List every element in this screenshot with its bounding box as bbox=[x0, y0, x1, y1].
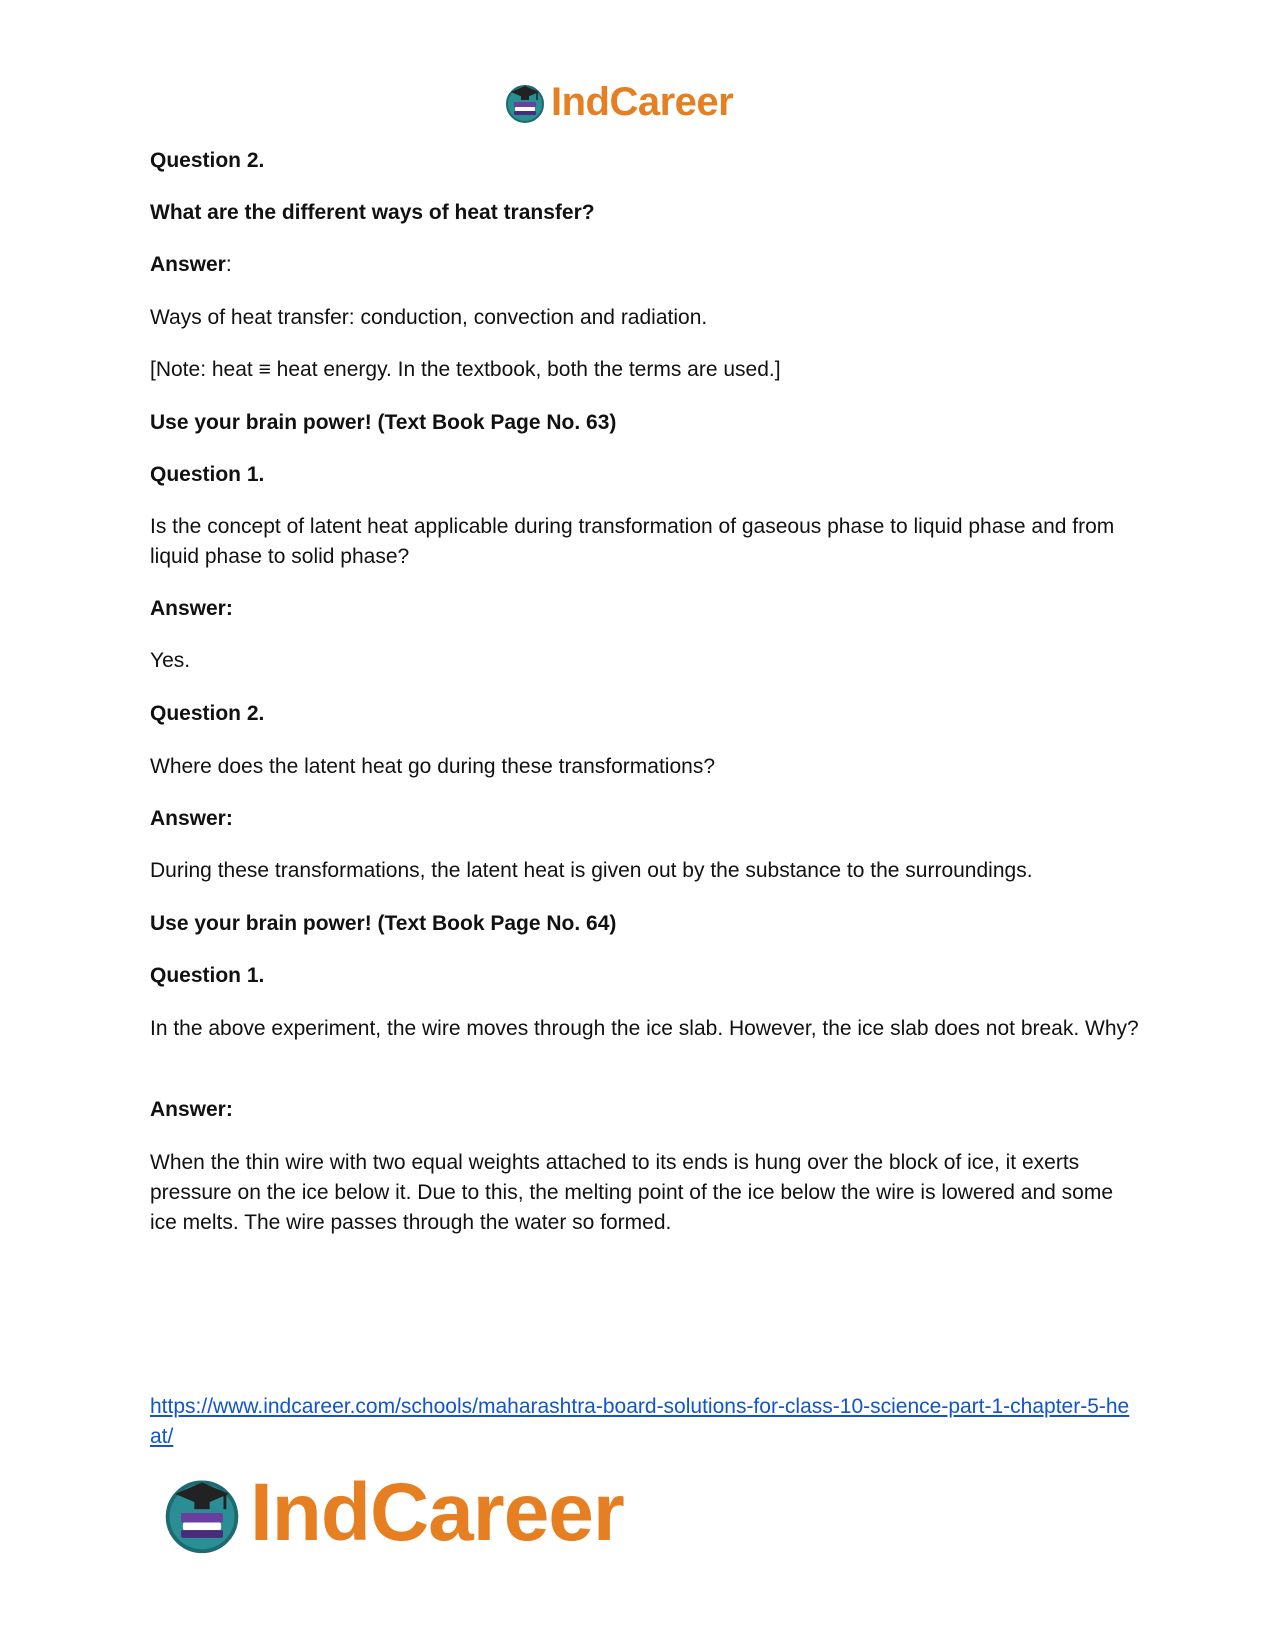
answer-text: During these transformations, the latent heat is given out by the substance to the surroundings. bbox=[150, 859, 1033, 882]
note-text: [Note: heat ≡ heat energy. In the textbook, both the terms are used.] bbox=[150, 358, 781, 381]
question-label: Question 2. bbox=[150, 149, 265, 172]
question-label: Question 1. bbox=[150, 964, 265, 987]
answer-text: Yes. bbox=[150, 649, 191, 672]
answer-text: When the thin wire with two equal weights attached to its ends is hung over the block of ice, it exerts pressure on the ice below it. Due to this, the melting point of the ice below the wire is lowered and some ice melts. The wire passes through the water so formed. bbox=[150, 1151, 1114, 1234]
logo-wordmark: IndCareer bbox=[250, 1467, 624, 1558]
globe-cap-icon bbox=[160, 1471, 244, 1555]
header-logo bbox=[503, 80, 733, 124]
source-url-link[interactable]: https://www.indcareer.com/schools/maharashtra-board-solutions-for-class-10-science-part-1-chapter-5-heat/ bbox=[150, 1395, 1130, 1448]
question-label: Question 1. bbox=[150, 463, 265, 486]
answer-label-line bbox=[150, 250, 1140, 280]
answer-label: Answer: bbox=[150, 1098, 233, 1121]
answer-text: Ways of heat transfer: conduction, convection and radiation. bbox=[150, 306, 708, 329]
answer-colon: : bbox=[225, 253, 232, 276]
answer-label: Answer: bbox=[150, 807, 233, 830]
section-heading-63: Use your brain power! (Text Book Page No. 63) bbox=[150, 411, 617, 434]
section-heading-64: Use your brain power! (Text Book Page No. 64) bbox=[150, 912, 617, 935]
footer-logo bbox=[160, 1468, 624, 1558]
answer-label: Answer: bbox=[150, 597, 233, 620]
logo-wordmark: IndCareer bbox=[551, 80, 734, 124]
question-heading: What are the different ways of heat transfer? bbox=[150, 201, 595, 224]
question-label: Question 2. bbox=[150, 702, 265, 725]
answer-label: Answer bbox=[150, 253, 226, 276]
question-text: In the above experiment, the wire moves through the ice slab. However, the ice slab does not break. Why? bbox=[150, 1017, 1139, 1040]
globe-cap-icon bbox=[503, 80, 547, 124]
question-text: Where does the latent heat go during these transformations? bbox=[150, 755, 716, 778]
question-text: Is the concept of latent heat applicable during transformation of gaseous phase to liquid phase and from liquid phase to solid phase? bbox=[150, 515, 1115, 568]
